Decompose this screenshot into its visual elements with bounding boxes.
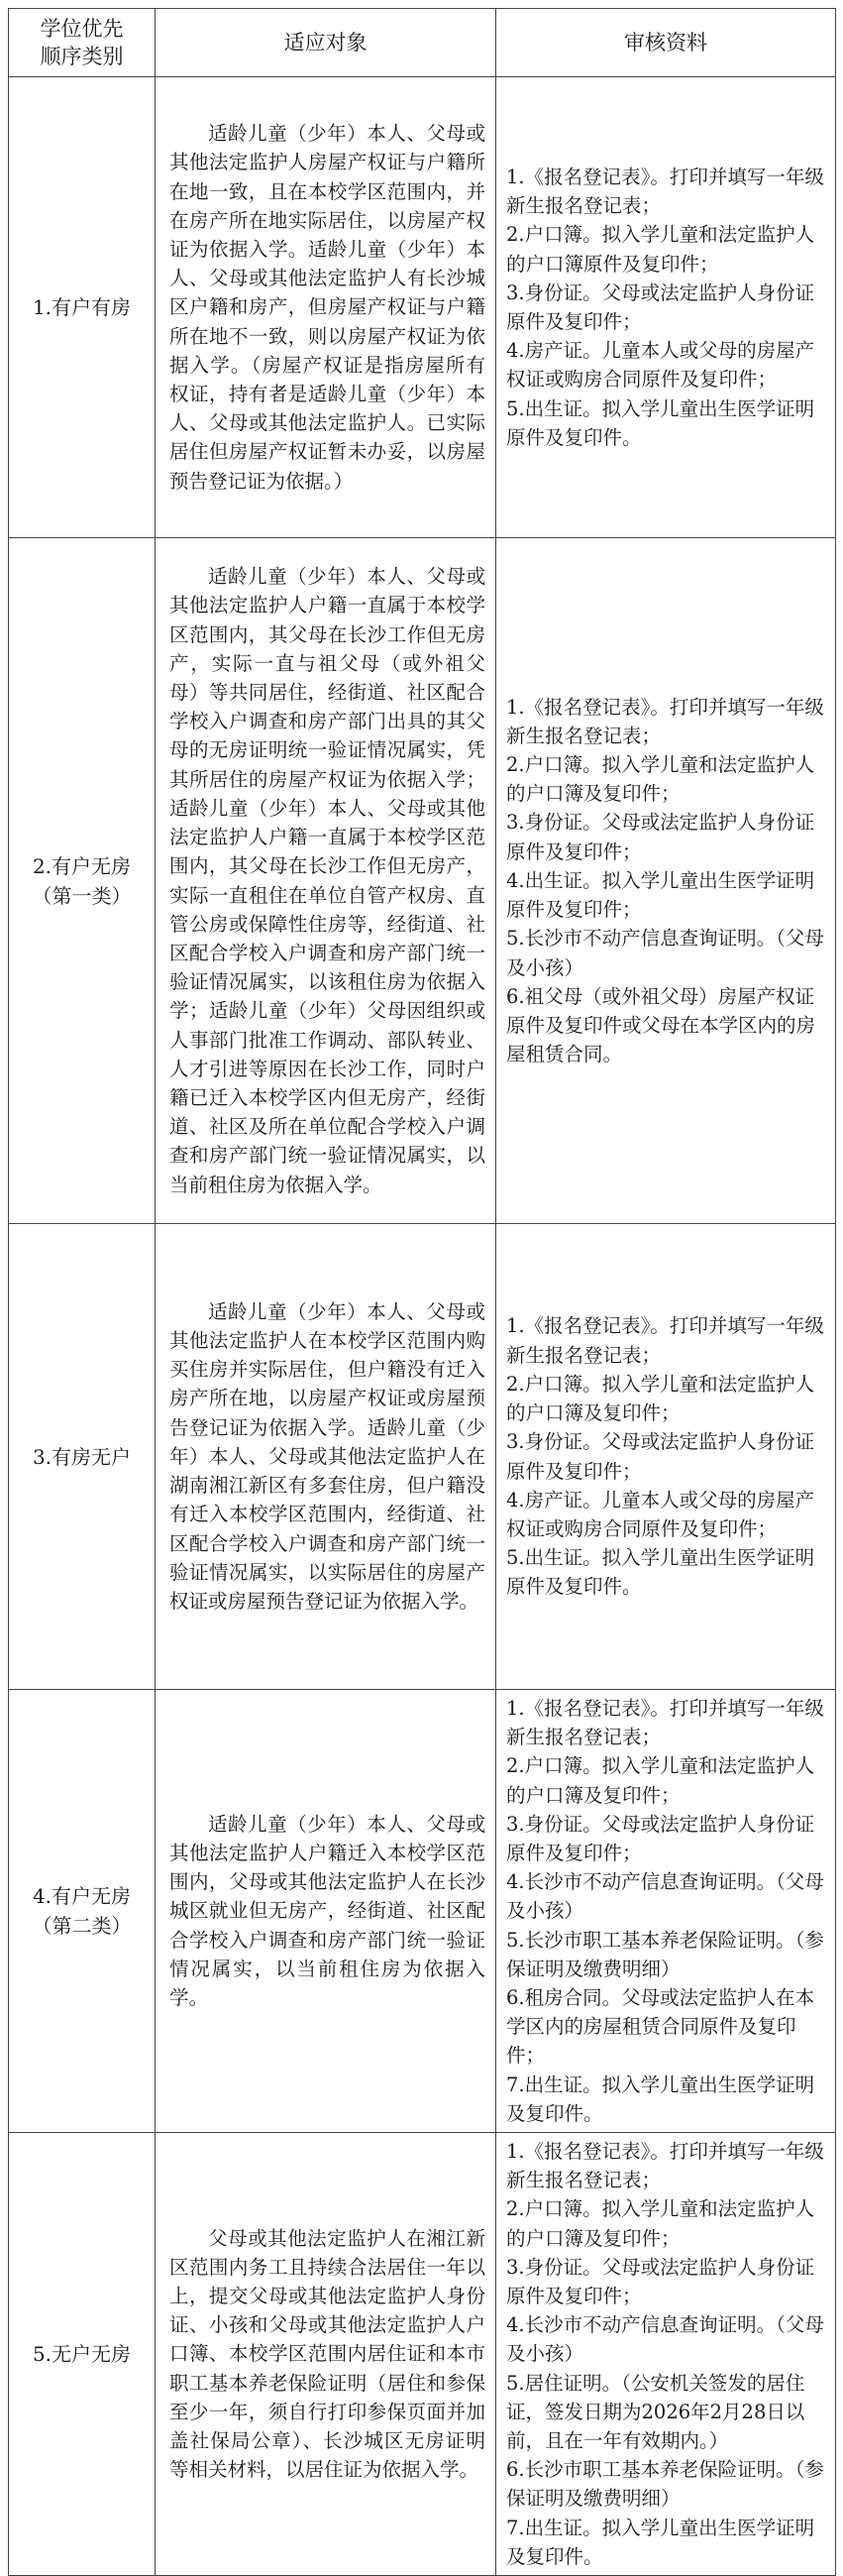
category-label: 5.无户无房 — [32, 2342, 132, 2367]
materials-cell — [496, 538, 836, 1224]
header-applicable-target: 适应对象 — [156, 9, 496, 77]
description-cell — [156, 538, 496, 1224]
material-item: 3.身份证。父母或法定监护人身份证原件及复印件； — [506, 1812, 815, 1865]
materials-cell — [496, 1224, 836, 1690]
category-cell — [9, 538, 156, 1224]
material-item: 6.租房合同。父母或法定监护人在本学区内的房屋租赁合同原件及复印件； — [506, 1986, 815, 2068]
material-item: 7.出生证。拟入学儿童出生医学证明及复印件。 — [506, 2516, 815, 2568]
category-cell — [9, 1690, 156, 2133]
table-row — [9, 2133, 836, 2576]
material-item: 2.户口簿。拟入学儿童和法定监护人的户口簿原件及复印件； — [506, 223, 815, 276]
header-category-line: 学位优先 — [40, 17, 124, 41]
table-row — [9, 1224, 836, 1690]
header-category-line: 顺序类别 — [40, 45, 124, 68]
material-item: 6.祖父母（或外祖父母）房屋产权证原件及复印件或父母在本学区内的房屋租赁合同。 — [506, 984, 816, 1066]
category-label: 3.有房无户 — [32, 1444, 132, 1469]
description-text: 适龄儿童（少年）本人、父母或其他法定监护人房屋产权证与户籍所在地一致，且在本校学区范围内，并在房产所在地实际居住，以房屋产权证为依据入学。适龄儿童（少年）本人、父母或其他法定监护人有长沙城区户籍和房产，但房屋产权证与户籍所在地不一致，则以房屋产权证为依据入学。（房屋产权证是指房屋所有权证，持有者是适龄儿童（少年）本人、父母或其他法定监护人。已实际居住但房屋产权证暂未办妥，以房屋预告登记证为依据。） — [169, 122, 485, 493]
category-sublabel: （第一类） — [32, 883, 132, 908]
material-item: 2.户口簿。拟入学儿童和法定监护人的户口簿及复印件； — [506, 1754, 815, 1807]
header-category — [9, 9, 156, 77]
category-cell — [9, 1224, 156, 1690]
material-item: 5.出生证。拟入学儿童出生医学证明原件及复印件。 — [506, 396, 815, 449]
material-item: 1.《报名登记表》。打印并填写一年级新生报名登记表； — [506, 1697, 824, 1749]
material-item: 1.《报名登记表》。打印并填写一年级新生报名登记表； — [506, 165, 824, 218]
description-text: 适龄儿童（少年）本人、父母或其他法定监护人户籍迁入本校学区范围内，父母或其他法定监护人在长沙城区就业但无房产，经街道、社区配合学校入户调查和房产部门统一验证情况属实，以当前租住房为依据入学。 — [169, 1812, 485, 2010]
material-item: 3.身份证。父母或法定监护人身份证原件及复印件； — [506, 1430, 815, 1483]
description-cell — [156, 77, 496, 538]
material-item: 2.户口簿。拟入学儿童和法定监护人的户口簿及复印件； — [506, 2197, 815, 2250]
category-cell — [9, 77, 156, 538]
material-item: 4.出生证。拟入学儿童出生医学证明原件及复印件； — [506, 868, 815, 922]
category-cell — [9, 2133, 156, 2576]
category-label: 2.有户无房 — [32, 853, 132, 878]
material-item: 6.长沙市职工基本养老保险证明。（参保证明及缴费明细） — [506, 2458, 824, 2511]
materials-cell — [496, 2133, 836, 2576]
table-row — [9, 1690, 836, 2133]
header-review-materials: 审核资料 — [496, 9, 836, 77]
description-text: 适龄儿童（少年）本人、父母或其他法定监护人户籍一直属于本校学区范围内，其父母在长沙工作但无房产，实际一直与祖父母（或外祖父母）等共同居住，经街道、社区配合学校入户调查和房产部门出具的其父母的无房证明统一验证情况属实，凭其所居住的房屋产权证为依据入学；适龄儿童（少年）本人、父母或其他法定监护人户籍一直属于本校学区范围内，其父母在长沙工作但无房产，实际一直租住在单位自管产权房、直管公房或保障性住房等，经街道、社区配合学校入户调查和房产部门统一验证情况属实，以该租住房为依据入学；适龄儿童（少年）父母因组织或人事部门批准工作调动、部队转业、人才引进等原因在长沙工作，同时户籍已迁入本校学区内但无房产，经街道、社区及所在单位配合学校入户调查和房产部门统一验证情况属实，以当前租住房为依据入学。 — [169, 565, 485, 1196]
description-text: 适龄儿童（少年）本人、父母或其他法定监护人在本校学区范围内购买住房并实际居住，但户籍没有迁入房产所在地，以房屋产权证或房屋预告登记证为依据入学。适龄儿童（少年）本人、父母或其他法定监护人在湖南湘江新区有多套住房，但户籍没有迁入本校学区范围内，经街道、社区配合学校入户调查和房产部门统一验证情况属实，以实际居住的房屋产权证或房屋预告登记证为依据入学。 — [169, 1299, 485, 1613]
material-item: 4.长沙市不动产信息查询证明。（父母及小孩） — [506, 2313, 824, 2366]
material-item: 4.房产证。儿童本人或父母的房屋产权证或购房合同原件及复印件； — [506, 1488, 815, 1540]
material-item: 5.长沙市不动产信息查询证明。（父母及小孩） — [506, 927, 824, 979]
category-sublabel: （第二类） — [32, 1914, 132, 1939]
description-cell — [156, 1224, 496, 1690]
category-label: 1.有户有房 — [32, 295, 132, 319]
material-item: 1.《报名登记表》。打印并填写一年级新生报名登记表； — [506, 1314, 824, 1367]
table-row — [9, 77, 836, 538]
description-cell — [156, 2133, 496, 2576]
admission-priority-table — [8, 8, 836, 2576]
material-item: 2.户口簿。拟入学儿童和法定监护人的户口簿及复印件； — [506, 753, 815, 806]
category-label: 4.有户无房 — [32, 1884, 132, 1909]
material-item: 3.身份证。父母或法定监护人身份证原件及复印件； — [506, 811, 815, 863]
material-item: 1.《报名登记表》。打印并填写一年级新生报名登记表； — [506, 2140, 824, 2192]
description-cell — [156, 1690, 496, 2133]
material-item: 4.房产证。儿童本人或父母的房屋产权证或购房合同原件及复印件； — [506, 339, 815, 392]
material-item: 5.长沙市职工基本养老保险证明。（参保证明及缴费明细） — [506, 1928, 824, 1980]
material-item: 7.出生证。拟入学儿童出生医学证明及复印件。 — [506, 2072, 815, 2125]
material-item: 2.户口簿。拟入学儿童和法定监护人的户口簿及复印件； — [506, 1372, 815, 1425]
material-item: 5.出生证。拟入学儿童出生医学证明原件及复印件。 — [506, 1546, 815, 1599]
table-header-row — [9, 9, 836, 77]
material-item: 5.居住证明。（公安机关签发的居住证，签发日期为2026年2月28日以前，且在一年有效期内。） — [506, 2371, 805, 2453]
materials-cell — [496, 1690, 836, 2133]
description-text: 父母或其他法定监护人在湘江新区范围内务工且持续合法居住一年以上，提交父母或其他法定监护人身份证、小孩和父母或其他法定监护人户口簿、本校学区范围内居住证和本市职工基本养老保险证明（居住和参保至少一年，须自行打印参保页面并加盖社保局公章）、长沙城区无房证明等相关材料，以居住证为依据入学。 — [169, 2226, 485, 2482]
material-item: 4.长沙市不动产信息查询证明。（父母及小孩） — [506, 1870, 824, 1923]
table-row — [9, 538, 836, 1224]
material-item: 3.身份证。父母或法定监护人身份证原件及复印件； — [506, 280, 815, 333]
material-item: 1.《报名登记表》。打印并填写一年级新生报名登记表； — [506, 695, 824, 747]
material-item: 3.身份证。父母或法定监护人身份证原件及复印件； — [506, 2255, 815, 2308]
materials-cell — [496, 77, 836, 538]
